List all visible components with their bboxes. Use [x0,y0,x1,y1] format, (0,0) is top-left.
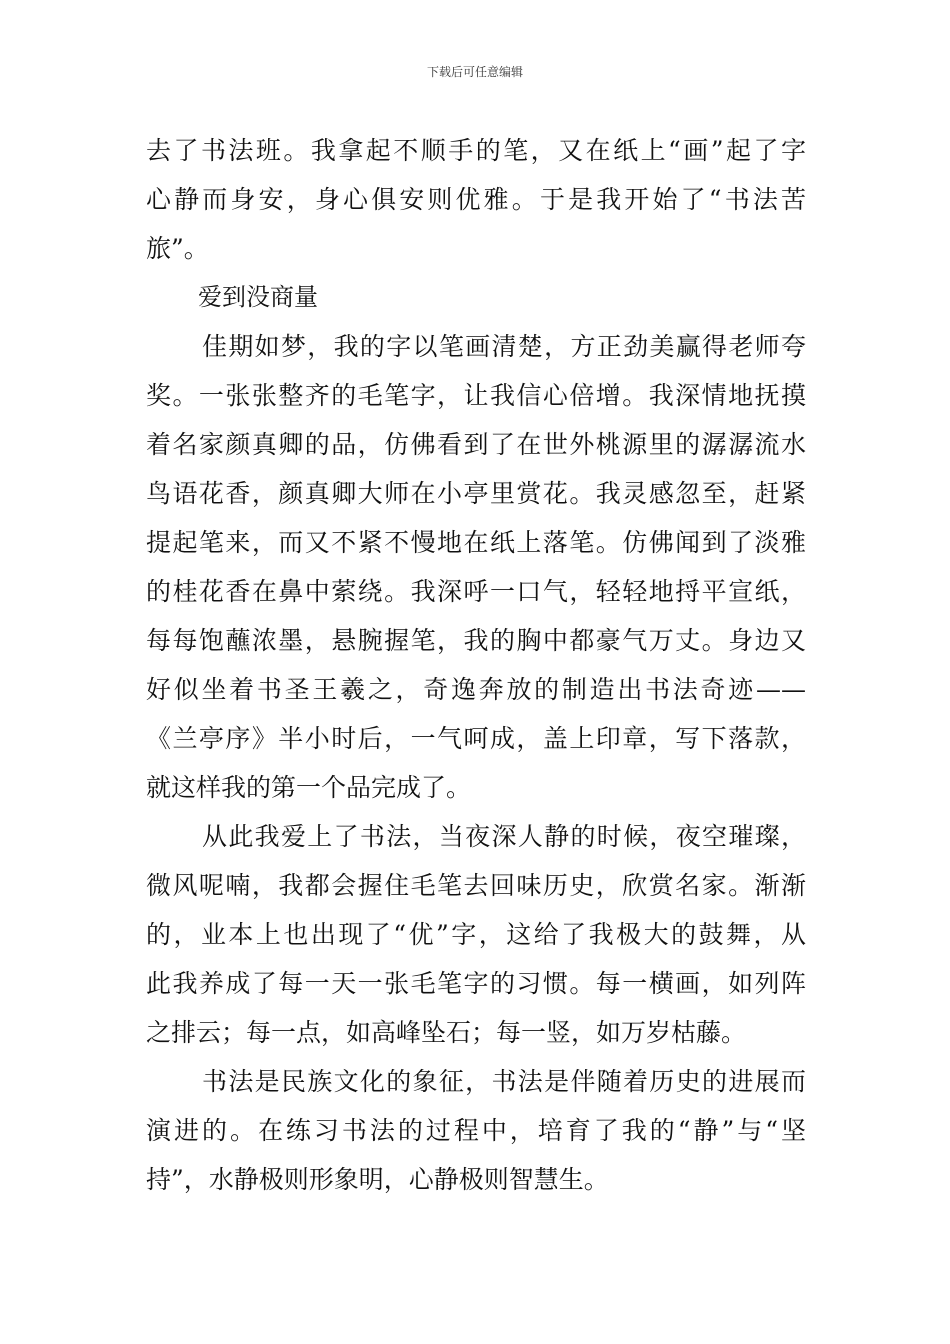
text-line: 每每饱蘸浓墨，悬腕握笔，我的胸中都豪气万丈。身边又 [146,626,806,655]
paragraph-2 [146,322,806,812]
text-line: 去了书法班。我拿起不顺手的笔，又在纸上“画”起了字 [146,136,806,165]
text-line: 着名家颜真卿的品，仿佛看到了在世外桃源里的潺潺流水 [146,430,806,459]
text-line: 鸟语花香，颜真卿大师在小亭里赏花。我灵感忽至，赶紧 [146,479,806,508]
text-line: 旅”。 [146,234,209,263]
text-line: 奖。一张张整齐的毛笔字，让我信心倍增。我深情地抚摸 [146,381,806,410]
paragraph-4 [146,1057,806,1204]
text-line: 之排云；每一点，如高峰坠石；每一竖，如万岁枯藤。 [146,1018,747,1047]
page-header: 下载后可任意编辑 [426,65,523,79]
paragraph-1 [146,126,806,273]
text-line: 心静而身安，身心俱安则优雅。于是我开始了“书法苦 [146,185,806,214]
text-line: 持”，水静极则形象明，心静极则智慧生。 [146,1165,609,1194]
text-line: 此我养成了每一天一张毛笔字的习惯。每一横画，如列阵 [146,969,806,998]
text-line: 演进的。在练习书法的过程中，培育了我的“静”与“坚 [146,1116,806,1145]
text-line: 佳期如梦，我的字以笔画清楚，方正劲美赢得老师夸 [202,332,806,361]
text-line: 提起笔来，而又不紧不慢地在纸上落笔。仿佛闻到了淡雅 [146,528,806,557]
heading-text: 爱到没商量 [198,283,318,311]
text-line: 的，业本上也出现了“优”字，这给了我极大的鼓舞，从 [146,920,806,949]
text-line: 的桂花香在鼻中萦绕。我深呼一口气，轻轻地捋平宣纸， [146,577,806,606]
text-line: 好似坐着书圣王羲之，奇逸奔放的制造出书法奇迹—— [146,675,806,704]
document-body [146,126,806,1204]
section-heading [146,273,806,322]
text-line: 书法是民族文化的象征，书法是伴随着历史的进展而 [202,1067,806,1096]
paragraph-3 [146,812,806,1057]
text-line: 就这样我的第一个品完成了。 [146,773,472,802]
text-line: 从此我爱上了书法，当夜深人静的时候，夜空璀璨， [202,822,806,851]
text-line: 微风呢喃，我都会握住毛笔去回味历史，欣赏名家。渐渐 [146,871,806,900]
text-line: 《兰亭序》半小时后，一气呵成，盖上印章，写下落款， [146,724,806,753]
